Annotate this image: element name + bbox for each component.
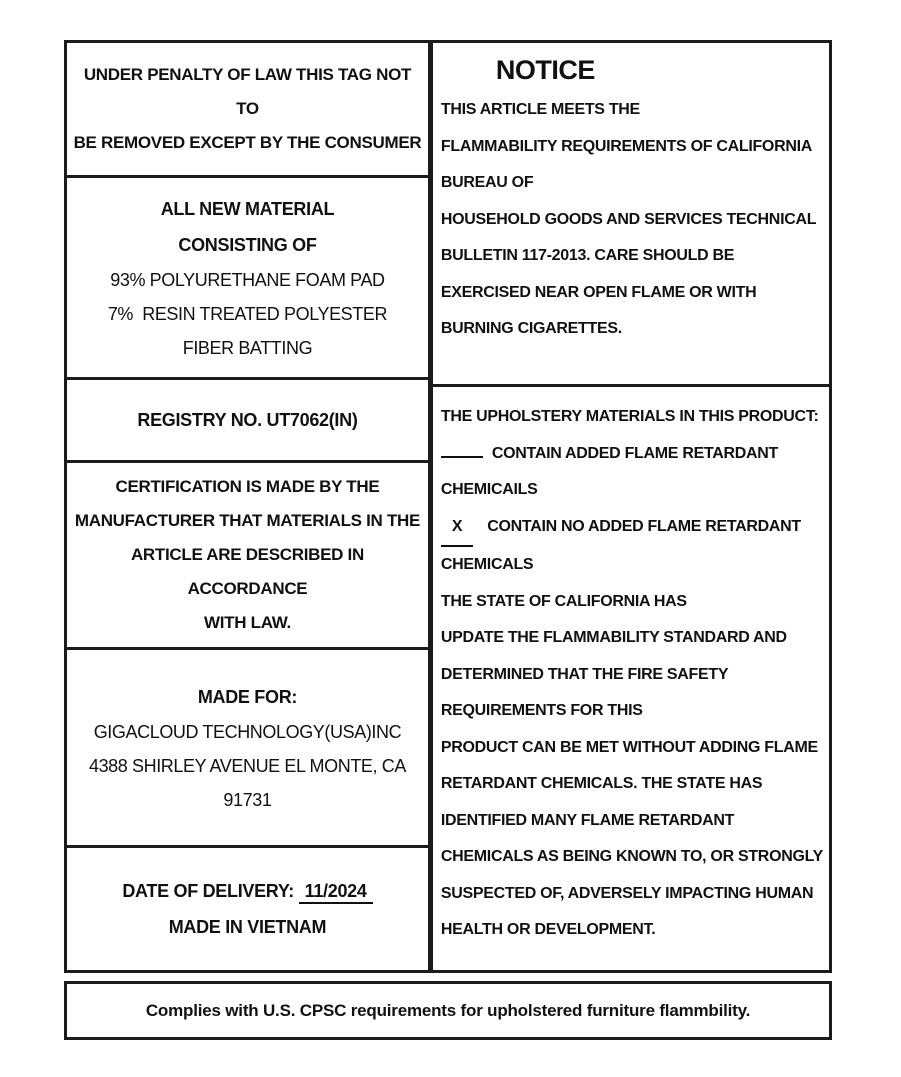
made-for-label: MADE FOR: [197,686,298,707]
no-added-option-continuation: CHEMICALS [440,556,534,573]
flame-retardant-none-option [441,509,823,548]
penalty-line: BE REMOVED EXCEPT BY THE CONSUMER [73,133,422,152]
right-column [433,43,829,970]
x-checkmark: X [441,509,473,548]
label-body [64,40,832,973]
upholstery-heading: THE UPHOLSTERY MATERIALS IN THIS PRODUCT: [440,408,819,425]
certification-line: CERTIFICATION IS MADE BY THE [115,477,380,496]
certification-line: MANUFACTURER THAT MATERIALS IN THE [74,511,421,530]
made-for-address: 4388 SHIRLEY AVENUE EL MONTE, CA [88,755,406,776]
state-line: THE STATE OF CALIFORNIA HAS [440,592,687,610]
delivery-section [67,848,428,970]
state-line: IDENTIFIED MANY FLAME RETARDANT [440,811,735,829]
added-option-text: CONTAIN ADDED FLAME RETARDANT [491,444,778,462]
blank-checkline [441,444,483,458]
materials-item: 7% RESIN TREATED POLYESTER [107,303,388,324]
delivery-line [73,873,422,909]
left-column [67,43,428,970]
certification-line: ARTICLE ARE DESCRIBED IN ACCORDANCE [130,545,364,598]
flame-retardant-added-option [441,436,823,473]
state-line: DETERMINED THAT THE FIRE SAFETY [440,665,729,683]
state-line: CHEMICALS AS BEING KNOWN TO, OR STRONGLY [440,848,823,865]
delivery-date: 11/2024 [299,881,373,904]
penalty-section [67,43,428,178]
notice-line: HOUSEHOLD GOODS AND SERVICES TECHNICAL [440,210,817,228]
state-line: RETARDANT CHEMICALS. THE STATE HAS [440,775,763,792]
state-line: SUSPECTED OF, ADVERSELY IMPACTING HUMAN [440,884,814,902]
materials-title: CONSISTING OF [178,234,317,255]
materials-item: 93% POLYURETHANE FOAM PAD [110,269,385,290]
state-line: HEALTH OR DEVELOPMENT. [440,921,656,938]
registry-section [67,380,428,463]
notice-line: FLAMMABILITY REQUIREMENTS OF CALIFORNIA [440,137,812,155]
registry-number: REGISTRY NO. UT7062(IN) [137,410,358,430]
notice-line: BURNING CIGARETTES. [440,320,622,337]
notice-line: BULLETIN 117-2013. CARE SHOULD BE [440,247,735,264]
state-line: PRODUCT CAN BE MET WITHOUT ADDING FLAME [440,738,818,756]
materials-title: ALL NEW MATERIAL [160,198,335,219]
cpsc-compliance-bar [64,981,832,1040]
cpsc-compliance-text: Complies with U.S. CPSC requirements for upholstered furniture flammbility. [145,1000,751,1020]
certification-section [67,463,428,650]
notice-line: BUREAU OF [440,174,534,191]
notice-section [433,43,829,387]
delivery-label: DATE OF DELIVERY: [122,881,294,901]
made-for-section [67,650,428,848]
penalty-line: UNDER PENALTY OF LAW THIS TAG NOT TO [83,65,412,118]
no-added-option-text: CONTAIN NO ADDED FLAME RETARDANT [487,517,801,535]
notice-title: NOTICE [495,55,595,85]
notice-line: EXERCISED NEAR OPEN FLAME OR WITH [440,283,757,301]
certification-line: WITH LAW. [203,613,291,632]
state-line: REQUIREMENTS FOR THIS [440,702,643,719]
made-for-address: 91731 [223,789,272,810]
materials-item: FIBER BATTING [182,337,313,358]
country-of-origin: MADE IN VIETNAM [168,917,327,937]
notice-line: THIS ARTICLE MEETS THE [440,101,640,118]
materials-section [67,178,428,380]
added-option-continuation: CHEMICAILS [440,481,538,498]
state-line: UPDATE THE FLAMMABILITY STANDARD AND [440,629,787,646]
upholstery-section [433,387,829,970]
made-for-company: GIGACLOUD TECHNOLOGY(USA)INC [93,721,402,742]
